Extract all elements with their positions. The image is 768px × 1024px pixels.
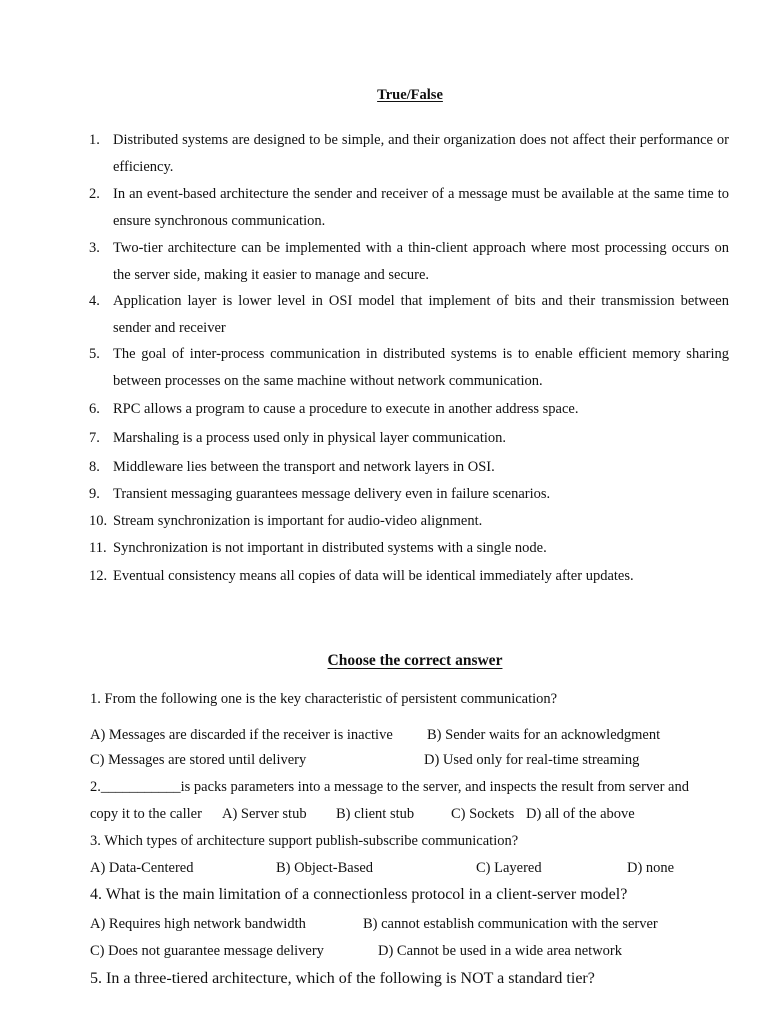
- q2-option-b: B) client stub: [336, 806, 415, 822]
- tf-question-text: In an event-based architecture the sender and receiver of a message must be available at the same time to ensure synchronous communication.: [113, 186, 729, 229]
- tf-question-number: 6.: [89, 401, 100, 417]
- mcq-heading: Choose the correct answer: [327, 652, 503, 669]
- tf-question-number: 2.: [89, 186, 100, 202]
- mcq-question-3: 3. Which types of architecture support publish-subscribe communication?: [90, 833, 519, 849]
- tf-question-number: 12.: [89, 568, 108, 584]
- q3-option-c: C) Layered: [476, 860, 542, 876]
- tf-question-number: 11.: [89, 540, 107, 556]
- tf-question-text: Stream synchronization is important for audio-video alignment.: [113, 513, 483, 529]
- q4-option-d: D) Cannot be used in a wide area network: [378, 943, 623, 959]
- tf-question-9: [89, 481, 729, 508]
- tf-question-number: 4.: [89, 293, 100, 309]
- q3-option-b: B) Object-Based: [276, 860, 374, 876]
- tf-question-text: The goal of inter-process communication in distributed systems is to enable efficient memory sharing between processes on the same machine without network communication.: [113, 346, 729, 389]
- tf-question-text: Middleware lies between the transport and network layers in OSI.: [113, 459, 495, 475]
- tf-question-text: Application layer is lower level in OSI model that implement of bits and their transmission between sender and receiver: [113, 293, 729, 336]
- tf-question-number: 3.: [89, 240, 100, 256]
- tf-question-10: [89, 508, 729, 535]
- tf-question-number: 9.: [89, 486, 100, 502]
- tf-question-number: 8.: [89, 459, 100, 475]
- tf-question-3: [89, 235, 729, 289]
- mcq-question-2-continued: copy it to the caller: [90, 806, 202, 822]
- q1-option-a: A) Messages are discarded if the receiver is inactive: [90, 727, 393, 743]
- true-false-heading: True/False: [377, 87, 443, 103]
- tf-question-4: [89, 288, 729, 342]
- q2-option-a: A) Server stub: [222, 806, 307, 822]
- tf-question-text: Transient messaging guarantees message delivery even in failure scenarios.: [113, 486, 551, 502]
- mcq-question-1: 1. From the following one is the key characteristic of persistent communication?: [90, 691, 558, 707]
- tf-question-12: [89, 563, 729, 590]
- q2-option-c: C) Sockets: [451, 806, 515, 822]
- q4-option-b: B) cannot establish communication with the server: [363, 916, 658, 932]
- tf-question-6: [89, 396, 729, 423]
- mcq-question-5: 5. In a three-tiered architecture, which of the following is NOT a standard tier?: [90, 970, 595, 987]
- tf-question-8: [89, 454, 729, 481]
- q1-option-b: B) Sender waits for an acknowledgment: [427, 727, 661, 743]
- tf-question-number: 5.: [89, 346, 100, 362]
- tf-question-1: [89, 127, 729, 181]
- tf-question-11: [89, 535, 729, 562]
- tf-question-7: [89, 425, 729, 452]
- tf-question-5: [89, 341, 729, 395]
- mcq-question-4: 4. What is the main limitation of a connectionless protocol in a client-server model?: [90, 886, 628, 903]
- tf-question-text: Synchronization is not important in distributed systems with a single node.: [113, 540, 547, 556]
- tf-question-2: [89, 181, 729, 235]
- q2-option-d: D) all of the above: [526, 806, 635, 822]
- tf-question-text: Marshaling is a process used only in physical layer communication.: [113, 430, 507, 446]
- q1-option-c: C) Messages are stored until delivery: [90, 752, 307, 768]
- tf-question-text: RPC allows a program to cause a procedure to execute in another address space.: [113, 401, 579, 417]
- q4-option-c: C) Does not guarantee message delivery: [90, 943, 324, 959]
- tf-question-number: 1.: [89, 132, 100, 148]
- tf-question-number: 7.: [89, 430, 100, 446]
- tf-question-text: Two-tier architecture can be implemented with a thin-client approach where most processing occurs on the server side, making it easier to manage and secure.: [113, 240, 729, 283]
- q3-option-a: A) Data-Centered: [90, 860, 194, 876]
- tf-question-text: Eventual consistency means all copies of data will be identical immediately after updates.: [113, 568, 634, 584]
- tf-question-text: Distributed systems are designed to be simple, and their organization does not affect their performance or efficiency.: [113, 132, 729, 175]
- q1-option-d: D) Used only for real-time streaming: [424, 752, 640, 768]
- q3-option-d: D) none: [627, 860, 675, 876]
- mcq-question-2: 2.___________is packs parameters into a message to the server, and inspects the result from server and: [90, 779, 689, 795]
- q4-option-a: A) Requires high network bandwidth: [90, 916, 306, 932]
- tf-question-number: 10.: [89, 513, 108, 529]
